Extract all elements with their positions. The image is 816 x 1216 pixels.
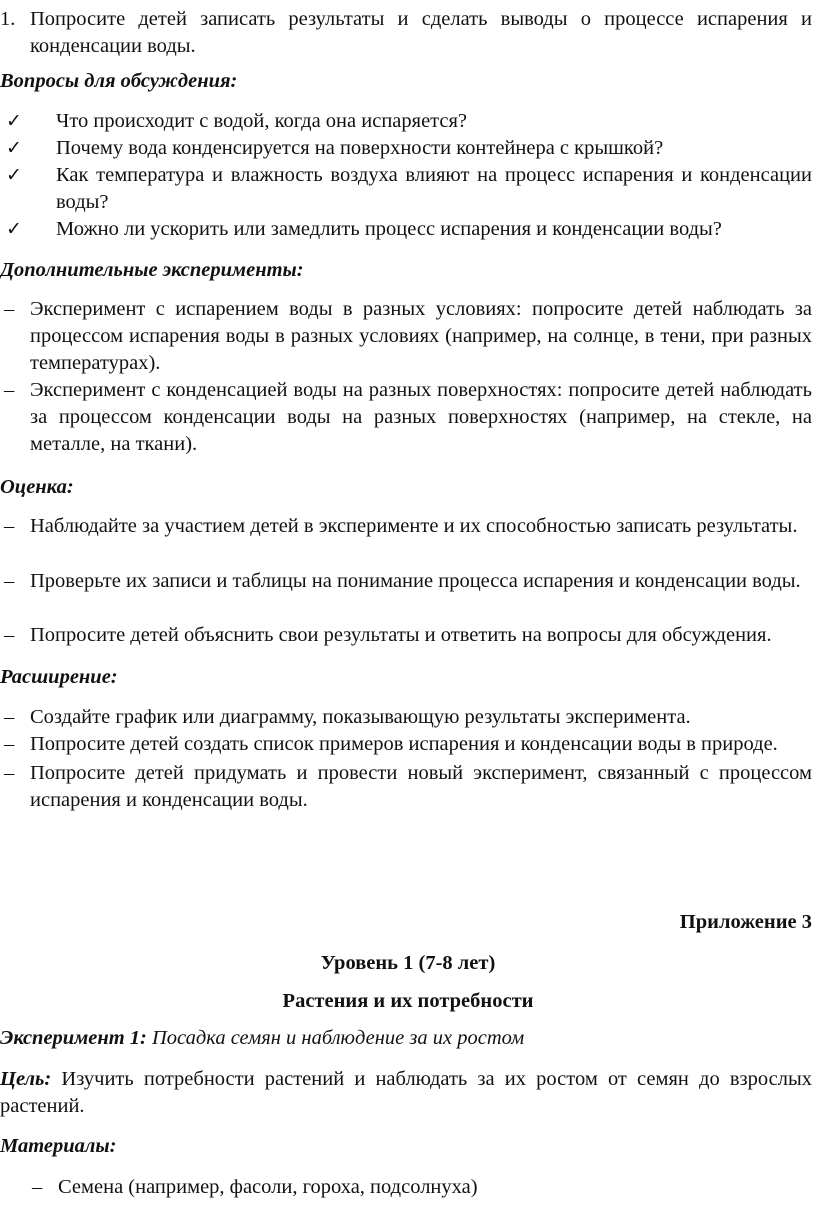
- numbered-item: [0, 6, 812, 60]
- dash-marker: –: [4, 379, 15, 401]
- item-text: Попросите детей записать результаты и сделать выводы о процессе испарения и конденсации воды.: [30, 8, 812, 57]
- experiment-label: Эксперимент 1:: [0, 1027, 147, 1049]
- goal-paragraph: [0, 1066, 812, 1120]
- question-text: Почему вода конденсируется на поверхности контейнера с крышкой?: [56, 137, 664, 159]
- extension-text: Попросите детей создать список примеров испарения и конденсации воды в природе.: [30, 733, 778, 755]
- extra-text: Эксперимент с конденсацией воды на разных поверхностях: попросите детей наблюдать за процессом конденсации воды на разных поверхностях (например, на стекле, на металле, на ткани).: [30, 379, 812, 455]
- checkmark-icon: ✓: [6, 110, 22, 132]
- question-text: Можно ли ускорить или замедлить процесс испарения и конденсации воды?: [56, 218, 722, 240]
- assessment-item: [0, 568, 812, 595]
- question-text: Как температура и влажность воздуха влияют на процесс испарения и конденсации воды?: [56, 164, 812, 213]
- material-text: Семена (например, фасоли, гороха, подсолнуха): [58, 1176, 478, 1198]
- appendix-label: Приложение 3: [679, 911, 812, 933]
- dash-marker: –: [4, 733, 15, 755]
- extension-item: [0, 731, 812, 758]
- dash-marker: –: [4, 298, 15, 320]
- assessment-text: Наблюдайте за участием детей в эксперименте и их способностью записать результаты.: [30, 515, 798, 537]
- dash-marker: –: [4, 706, 15, 728]
- extension-text: Попросите детей придумать и провести новый эксперимент, связанный с процессом испарения и конденсации воды.: [30, 762, 812, 811]
- goal-text: Изучить потребности растений и наблюдать за их ростом от семян до взрослых растений.: [0, 1068, 813, 1117]
- assessment-heading: Оценка:: [0, 476, 74, 498]
- extension-heading: Расширение:: [0, 666, 118, 688]
- item-number: 1.: [0, 8, 16, 30]
- checkmark-icon: ✓: [6, 218, 22, 240]
- dash-marker: –: [4, 762, 15, 784]
- checkmark-icon: ✓: [6, 164, 22, 186]
- experiment-line: [0, 1025, 816, 1052]
- assessment-item: [0, 513, 812, 540]
- materials-item: [0, 1174, 812, 1201]
- assessment-text: Попросите детей объяснить свои результаты и ответить на вопросы для обсуждения.: [30, 624, 772, 646]
- discussion-question: [0, 216, 812, 243]
- extra-heading: Дополнительные эксперименты:: [0, 259, 304, 281]
- discussion-question: [0, 162, 812, 216]
- dash-marker: –: [32, 1176, 43, 1198]
- extra-text: Эксперимент с испарением воды в разных условиях: попросите детей наблюдать за процессом испарения воды в разных условиях (например, на солнце, в тени, при разных температурах).: [30, 298, 812, 374]
- question-text: Что происходит с водой, когда она испаряется?: [56, 110, 468, 132]
- assessment-item: [0, 622, 812, 649]
- goal-label: Цель:: [0, 1068, 52, 1090]
- extension-item: [0, 760, 812, 814]
- section-title: Растения и их потребности: [282, 990, 534, 1012]
- dash-marker: –: [4, 624, 15, 646]
- extension-text: Создайте график или диаграмму, показывающую результаты эксперимента.: [30, 706, 691, 728]
- materials-heading: Материалы:: [0, 1135, 117, 1157]
- assessment-text: Проверьте их записи и таблицы на понимание процесса испарения и конденсации воды.: [30, 570, 801, 592]
- dash-marker: –: [4, 515, 15, 537]
- level-title: Уровень 1 (7-8 лет): [320, 952, 496, 974]
- extension-item: [0, 704, 812, 731]
- extra-item: [0, 296, 812, 377]
- experiment-text: Посадка семян и наблюдение за их ростом: [152, 1027, 525, 1049]
- checkmark-icon: ✓: [6, 137, 22, 159]
- discussion-question: [0, 135, 812, 162]
- discussion-question: [0, 108, 812, 135]
- dash-marker: –: [4, 570, 15, 592]
- extra-item: [0, 377, 812, 458]
- discussion-heading: Вопросы для обсуждения:: [0, 70, 238, 92]
